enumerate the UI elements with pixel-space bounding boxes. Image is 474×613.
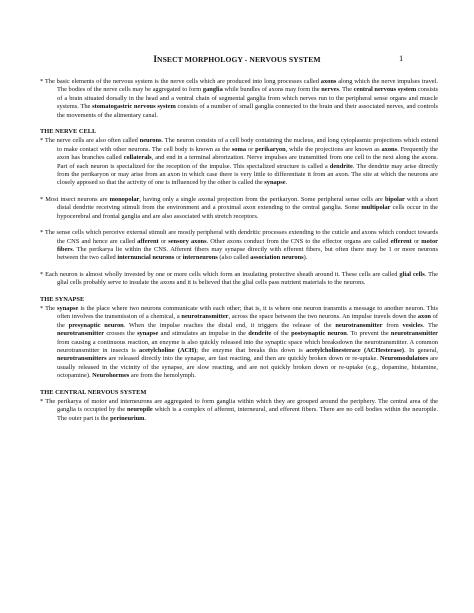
intro-paragraph: * The basic elements of the nervous system is the nerve cells which are produced into long processes called axons along which the nerve impulses travel. The bodies of the nerve cells may be aggregated to form ganglia while bundles of axons may form the nerves. The central nervous system consists of a brain situated dorsally in the head and a ventral chain of segmental ganglia from which nerves run to the peripheral sense organs and muscle systems. The stomatogastric nervous system consists of a number of small ganglia connected to the brain and their associated nerves, and controls the movements of the alimentary canal. (40, 78, 439, 119)
synapse-paragraph-1: * The synapse is the place where two neurons communicate with each other; that is, it is where one neuron transmits a message to another neuron. This often involves the transmission of a chemical, a neurotransmitter, across the space between the two neurons. An impulse travels down the axon of the presynaptic neuron. When the impulse reaches the distal end, it triggers the release of the neurotransmitter from vesicles. The neurotransmitter crosses the synapse and stimulates an impulse in the dendrite of the postsynaptic neuron. To prevent the neurotransmitter from causing a continuous reaction, an enzyme is also quickly released into the synaptic space which breaksdown the neurotransmitter. A common neurotransmitter in insects is acetylcholine (ACH); the enzyme that breaks this down is acetylcholinesterace (ACHesterase). In general, neurotransmitters are released directly into the synapse, are fast reacting, and then are quickly broken down or re-uptake. Neuromodulators are usually released in the vicinity of the synapse, are slow reacting, and are not quickly broken down or re-uptake (e.g., dopamine, histamine, octopamine). Neurohormes are from the hemolymph. (40, 304, 439, 380)
nerve-cell-paragraph-3: * The sense cells which perceive external stimuli are mostly peripheral with dendritic processes extending to the cuticle and axons which conduct towards the CNS and hence are called afferent or sensory axons. Other axons conduct from the CNS to the effector organs are called efferent or motor fibers. The perikarya lie within the CNS. Afferent fibers may synapse directly with efferent fibers, but often there may be 1 or more neurons between the two called internuncial neurons or interneurons (also called association neurons). (40, 229, 438, 262)
section-heading-cns: THE CENTRAL NERVOUS SYSTEM (40, 388, 147, 396)
title-rest: NSECT MORPHOLOGY - NERVOUS SYSTEM (157, 55, 321, 64)
cns-paragraph-1: * The perikarya of motor and interneurons are aggregated to form ganglia within which they are grouped around the periphery. The central area of the ganglia is occupied by the neuropile which is a complex of afferent, interneural, and efferent fibers. There are no cell bodies within the neuropile. The outer part is the perineurium. (40, 398, 438, 422)
nerve-cell-paragraph-1: * The nerve cells are also often called neurons. The neuron consists of a cell body containing the nucleus, and long cytoplasmic projections which extend to make contact with other neurons. The cell body is known as the soma or perikaryon, while the projections are known as axons. Frequently the axon has branches called collaterals, and end in a terminal abrorization. Nerve impulses are transmitted from one cell to the next along the axons. Part of each neuron is specialized for the reception of the impulse. This specialized structure is called a dendrite. The dendrite may arise directly from the perikaryon or may arise from an axon in which case there is very little to differentiate it from an axon. The site at which the neurons are closely apposed so that the activity of one is influenced by the other is called the synapse. (40, 137, 438, 187)
nerve-cell-paragraph-2: * Most insect neurons are monopolar, having only a single axonal projection from the perikaryon. Some peripheral sense cells are bipolar with a short distal dendrite receiving stimuli from the environment and a proximal axon extending to the central ganglia. Some multipolar cells occur in the hypocerebral and frontal ganglia and are also associated with stretch receptors. (40, 195, 439, 220)
section-heading-synapse: THE SYNAPSE (40, 295, 85, 303)
nerve-cell-paragraph-4: * Each neuron is almost wholly invested by one or more cells which form an insulating protective sheath around it. These cells are called glial cells. The glial cells probably serve to insulate the axons and it is believed that the glial cells pass nutrient materials to the neurons. (40, 270, 439, 287)
page-number: 1 (399, 53, 404, 63)
section-heading-nerve-cell: THE NERVE CELL (40, 128, 97, 136)
document-body (40, 78, 438, 423)
title-initial-i: I (153, 54, 158, 64)
